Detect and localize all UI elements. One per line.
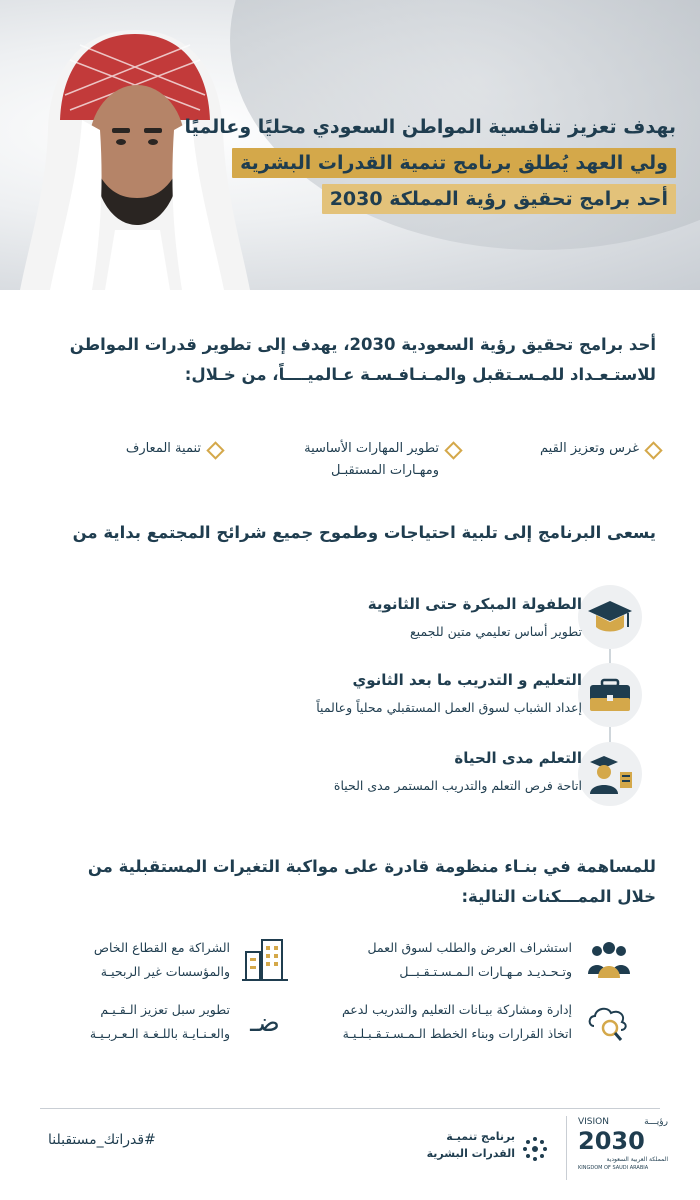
stage-description: تطوير أساس تعليمي متين للجميع: [410, 624, 582, 639]
people-group-icon: [584, 934, 634, 984]
intro-line-2: للاستـعـداد للمـسـتقبل والمـنـافـسـة عـالميــــاً، من خـلال:: [184, 365, 656, 384]
vision-year: 2030: [578, 1127, 645, 1155]
pillar-values: [540, 438, 660, 460]
enabler-partnership: [30, 936, 230, 984]
vision-2030-logo: [578, 1117, 668, 1187]
pillar-knowledge: [126, 438, 222, 460]
program-emblem-icon: [520, 1134, 550, 1164]
program-name-line-2: القدرات البشرية: [426, 1147, 515, 1160]
enabler-line-2: اتخاذ القرارات وبناء الخطط الـمـسـتـقـبـلـيـة: [342, 1026, 572, 1041]
portrait-illustration: [20, 20, 250, 290]
diamond-icon: [206, 441, 224, 459]
enabler-values-language: [30, 998, 230, 1046]
enabler-line-1: تطوير سبل تعزيز الـقـيـم: [100, 1002, 230, 1017]
pillars-row: [40, 438, 660, 498]
enabler-line-2: والمؤسسات غير الربحيـة: [100, 964, 230, 979]
enablers-heading-line-1: للمساهمة في بنـاء منظومة قادرة على مواكبة التغيرات المستقبلية من: [87, 857, 656, 876]
hero-banner: [0, 0, 700, 290]
stage-early-childhood: [82, 592, 582, 644]
intro-line-1: أحد برامج تحقيق رؤية السعودية 2030، يهدف إلى تطوير قدرات المواطن: [69, 335, 656, 354]
vision-ar: رؤيـــة: [644, 1117, 668, 1127]
cloud-search-icon: [584, 996, 634, 1046]
program-goal-heading: يسعى البرنامج إلى تلبية احتياجات وطموح جميع شرائح المجتمع بداية من: [72, 523, 656, 542]
footer-divider: [40, 1108, 660, 1109]
stage-title: التعلم مدى الحياة: [454, 749, 582, 767]
enablers-heading-line-2: خلال الممـــكنات التالية:: [461, 887, 656, 906]
enabler-line-2: والعـنـايـة باللـغـة الـعـربـيـة: [89, 1026, 230, 1041]
hero-headline: [184, 112, 676, 214]
enabler-line-1: الشراكة مع القطاع الخاص: [93, 940, 230, 955]
vision-kingdom-ar: المملكة العربية السعودية: [606, 1156, 668, 1163]
pillar-label: تطوير المهارات الأساسية: [304, 441, 439, 456]
stage-title: التعليم و التدريب ما بعد الثانوي: [352, 671, 582, 689]
enablers-heading: [36, 852, 656, 912]
hashtag: #قدراتك_مستقبلنا: [48, 1132, 156, 1148]
enabler-line-1: استشراف العرض والطلب لسوق العمل: [367, 940, 572, 955]
pillar-skills: [304, 438, 460, 482]
graduation-cap-icon: [578, 585, 642, 649]
enabler-data-management: [272, 998, 572, 1046]
vision-en: VISION: [578, 1117, 609, 1127]
briefcase-icon: [578, 663, 642, 727]
enabler-line-1: إدارة ومشاركة بيـانات التعليم والتدريب لدعم: [341, 1002, 572, 1017]
enabler-labor-market: [312, 936, 572, 984]
arabic-letter-icon: ضـ: [250, 1008, 280, 1038]
enabler-line-2: وتـحـديـد مـهـارات الـمـسـتـقـبــل: [399, 964, 572, 979]
graduate-person-icon: [578, 742, 642, 806]
stage-description: إعداد الشباب لسوق العمل المستقبلي محلياً وعالمياً: [316, 700, 582, 715]
stage-description: اتاحة فرص التعلم والتدريب المستمر مدى الحياة: [333, 778, 582, 793]
pillar-label-2: ومهـارات المستقبـل: [330, 463, 439, 478]
stage-post-secondary: [82, 668, 582, 720]
footer-logo-divider: [566, 1116, 567, 1180]
stage-title: الطفولة المبكرة حتى الثانوية: [367, 595, 582, 613]
diamond-icon: [444, 441, 462, 459]
hero-line-1: بهدف تعزيز تنافسية المواطن السعودي محليًا وعالميًا: [184, 116, 676, 138]
pillar-label: غرس وتعزيز القيم: [540, 441, 639, 456]
program-logo-text: [400, 1128, 515, 1162]
stage-lifelong-learning: [82, 746, 582, 798]
hero-line-2: ولي العهد يُطلق برنامج تنمية القدرات البشرية: [232, 148, 676, 178]
buildings-icon: [240, 934, 290, 984]
diamond-icon: [644, 441, 662, 459]
vision-kingdom-en: KINGDOM OF SAUDI ARABIA: [578, 1165, 649, 1171]
program-name-line-1: برنامج تنميـة: [446, 1130, 515, 1143]
intro-paragraph: [36, 330, 656, 390]
pillar-label: تنمية المعارف: [125, 441, 201, 456]
hero-line-3: أحد برامج تحقيق رؤية المملكة 2030: [322, 184, 676, 214]
